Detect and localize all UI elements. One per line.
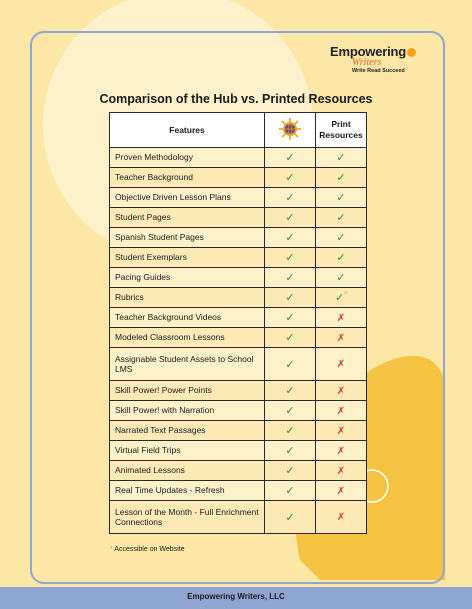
check-icon: ✓ [285, 405, 295, 417]
check-icon: ✓ [285, 485, 295, 497]
print-cell [316, 148, 367, 168]
check-icon: ✓ [285, 445, 295, 457]
hub-cell [265, 268, 316, 288]
feature-cell: Student Exemplars [110, 248, 265, 268]
feature-cell: Narrated Text Passages [110, 421, 265, 441]
hub-cell [265, 328, 316, 348]
print-cell [316, 248, 367, 268]
check-icon: ✓ [285, 172, 295, 184]
check-icon: ✓ [336, 152, 346, 164]
feature-cell: Pacing Guides [110, 268, 265, 288]
logo-sub-text: Writers [352, 57, 382, 68]
hub-cell [265, 401, 316, 421]
hub-cell [265, 501, 316, 534]
feature-cell: Skill Power! with Narration [110, 401, 265, 421]
check-icon: ✓ [285, 212, 295, 224]
feature-cell: Assignable Student Assets to School LMS [110, 348, 265, 381]
feature-cell: Student Pages [110, 208, 265, 228]
hub-cell [265, 228, 316, 248]
check-icon: ✓ [336, 232, 346, 244]
check-icon: ✓ [336, 172, 346, 184]
hub-cell [265, 148, 316, 168]
cross-icon: ✗ [336, 512, 346, 523]
feature-cell: Teacher Background [110, 168, 265, 188]
print-cell [316, 461, 367, 481]
print-cell [316, 188, 367, 208]
hub-cell [265, 248, 316, 268]
feature-cell: Proven Methodology [110, 148, 265, 168]
hub-cell [265, 208, 316, 228]
print-cell [316, 401, 367, 421]
hub-cell [265, 188, 316, 208]
table-row [110, 268, 367, 288]
print-cell [316, 328, 367, 348]
table-row [110, 401, 367, 421]
table-row [110, 188, 367, 208]
feature-cell: Spanish Student Pages [110, 228, 265, 248]
feature-cell: Lesson of the Month - Full Enrichment Connections [110, 501, 265, 534]
print-cell [316, 348, 367, 381]
table-row [110, 348, 367, 381]
table-row [110, 421, 367, 441]
footnote-star: * [110, 546, 113, 553]
check-icon: ✓ [336, 252, 346, 264]
sun-icon [407, 48, 416, 57]
table-row [110, 228, 367, 248]
print-cell [316, 268, 367, 288]
footnote [110, 546, 185, 553]
cross-icon: ✗ [336, 405, 346, 417]
table-row [110, 461, 367, 481]
check-icon: ✓ [285, 385, 295, 397]
page-title: Comparison of the Hub vs. Printed Resources [99, 92, 373, 106]
asterisk-note: * [344, 291, 347, 298]
check-icon: ✓ [285, 232, 295, 244]
feature-cell: Skill Power! Power Points [110, 381, 265, 401]
hub-cell [265, 481, 316, 501]
hub-cell [265, 288, 316, 308]
print-cell [316, 501, 367, 534]
hub-cell [265, 168, 316, 188]
check-icon: ✓ [285, 312, 295, 324]
hub-cell [265, 308, 316, 328]
check-icon: ✓ [285, 292, 295, 304]
feature-cell: Modeled Classroom Lessons [110, 328, 265, 348]
table-header-row [110, 113, 367, 148]
table-row [110, 481, 367, 501]
footer-bar [0, 587, 472, 609]
check-icon: ✓ [335, 292, 345, 304]
cross-icon: ✗ [336, 385, 346, 397]
cross-icon: ✗ [336, 465, 346, 477]
hub-header [265, 113, 316, 148]
check-icon: ✓ [336, 192, 346, 204]
print-cell [316, 288, 367, 308]
logo [330, 44, 430, 78]
hub-cell [265, 381, 316, 401]
print-cell [316, 168, 367, 188]
check-icon: ✓ [285, 425, 295, 437]
check-icon: ✓ [285, 511, 295, 524]
hub-cell [265, 441, 316, 461]
check-icon: ✓ [285, 332, 295, 344]
cross-icon: ✗ [336, 332, 346, 344]
print-cell [316, 228, 367, 248]
table-row [110, 288, 367, 308]
table-row [110, 148, 367, 168]
table-row [110, 328, 367, 348]
cross-icon: ✗ [336, 425, 346, 437]
check-icon: ✓ [285, 465, 295, 477]
footer-text: Empowering Writers, LLC [187, 592, 285, 601]
check-icon: ✓ [285, 152, 295, 164]
hub-cell [265, 461, 316, 481]
hub-globe-icon [278, 117, 302, 141]
hub-cell [265, 348, 316, 381]
feature-cell: Virtual Field Trips [110, 441, 265, 461]
feature-cell: Teacher Background Videos [110, 308, 265, 328]
cross-icon: ✗ [336, 312, 346, 324]
comparison-table [109, 112, 367, 534]
logo-main-text: Empowering [330, 44, 417, 59]
hub-cell [265, 421, 316, 441]
check-icon: ✓ [336, 212, 346, 224]
logo-tagline: Write Read Succeed [352, 68, 405, 74]
table-row [110, 168, 367, 188]
check-icon: ✓ [336, 272, 346, 284]
check-icon: ✓ [285, 358, 295, 371]
table-row [110, 381, 367, 401]
print-cell [316, 308, 367, 328]
features-header: Features [110, 113, 265, 148]
cross-icon: ✗ [336, 485, 346, 497]
cross-icon: ✗ [336, 445, 346, 457]
check-icon: ✓ [285, 272, 295, 284]
print-cell [316, 421, 367, 441]
table-row [110, 248, 367, 268]
feature-cell: Real Time Updates - Refresh [110, 481, 265, 501]
cross-icon: ✗ [336, 359, 346, 370]
print-cell [316, 441, 367, 461]
table-row [110, 208, 367, 228]
feature-cell: Animated Lessons [110, 461, 265, 481]
check-icon: ✓ [285, 252, 295, 264]
print-header: Print Resources [316, 113, 367, 148]
print-cell [316, 381, 367, 401]
feature-cell: Objective Driven Lesson Plans [110, 188, 265, 208]
print-cell [316, 481, 367, 501]
table-row [110, 308, 367, 328]
feature-cell: Rubrics [110, 288, 265, 308]
table-row [110, 501, 367, 534]
table-row [110, 441, 367, 461]
print-cell [316, 208, 367, 228]
footnote-text: Accessible on Website [114, 546, 185, 553]
check-icon: ✓ [285, 192, 295, 204]
